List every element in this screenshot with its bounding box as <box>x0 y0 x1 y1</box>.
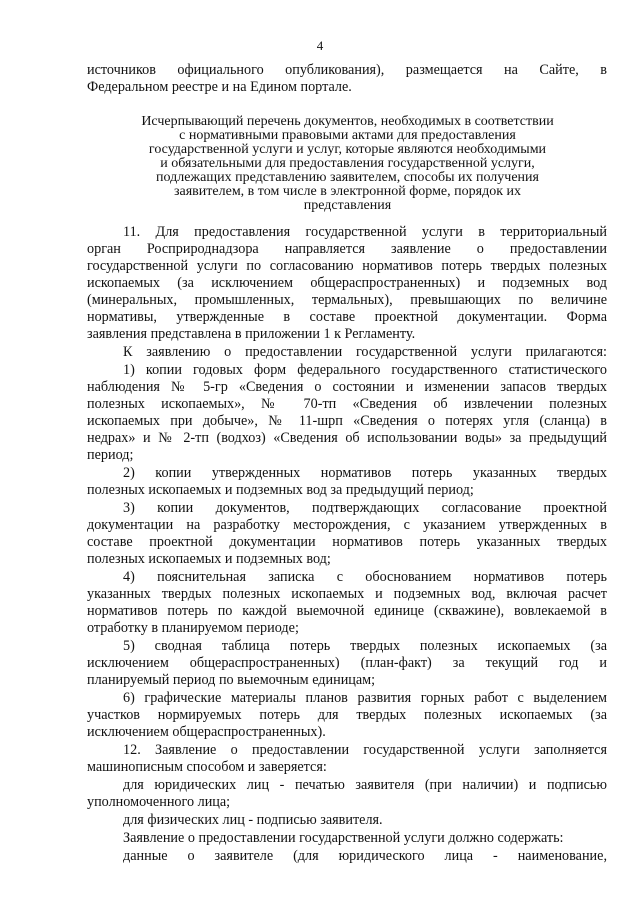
section-heading-line: и обязательными для предоставления государственной услуги, <box>160 156 535 171</box>
text-line: заявления представлена в приложении 1 к Регламенту. <box>87 326 416 342</box>
text-line: для физических лиц - подписью заявителя. <box>123 812 383 828</box>
text-line: 3) копии документов, подтверждающих согласование проектной <box>123 500 607 516</box>
text-line: для юридических лиц - печатью заявителя (при наличии) и подписью <box>123 777 607 793</box>
text-line: нормативы, утвержденные в составе проектной документации. Форма <box>87 309 607 325</box>
text-line: полезных ископаемых и подземных вод; <box>87 551 331 567</box>
page-number: 4 <box>316 38 324 53</box>
section-heading-line: с нормативными правовыми актами для предоставления <box>179 128 516 143</box>
text-line: данные о заявителе (для юридического лица - наименование, <box>123 848 607 864</box>
text-line: ископаемых (за исключением общераспространенных) и подземных вод <box>87 275 607 291</box>
section-heading-line: Исчерпывающий перечень документов, необходимых в соответствии <box>141 114 554 129</box>
text-line: указанных твердых полезных ископаемых и подземных вод, включая расчет <box>87 586 607 602</box>
text-line: 6) графические материалы планов развития горных работ с выделением <box>123 690 607 706</box>
text-line: 1) копии годовых форм федерального государственного статистического <box>123 362 607 378</box>
text-line: источников официального опубликования), размещается на Сайте, в <box>87 62 607 78</box>
text-line: Заявление о предоставлении государственной услуги должно содержать: <box>123 830 564 846</box>
text-line: планируемый период по выемочным единицам; <box>87 672 376 688</box>
text-line: нормативов потерь по каждой выемочной единице (скважине), вовлекаемой в <box>87 603 607 619</box>
text-line: исключением общераспространенных) (план-факт) за текущий год и <box>87 655 607 671</box>
text-line: (минеральных, промышленных, термальных), превышающих по величине <box>87 292 607 308</box>
section-heading-line: заявителем, в том числе в электронной форме, порядок их <box>174 184 521 199</box>
section-heading-line: представления <box>303 198 392 213</box>
text-line: 11. Для предоставления государственной услуги в территориальный <box>123 224 607 240</box>
text-line: уполномоченного лица; <box>87 794 231 810</box>
text-line: наблюдения № 5-гр «Сведения о состоянии и изменении запасов твердых <box>87 379 607 395</box>
text-line: 12. Заявление о предоставлении государственной услуги заполняется <box>123 742 607 758</box>
section-heading-line: подлежащих представлению заявителем, способы их получения <box>156 170 539 185</box>
text-line: период; <box>87 447 134 463</box>
text-line: недрах» и № 2-тп (водхоз) «Сведения об использовании воды» за предыдущий <box>87 430 607 446</box>
text-line: орган Росприроднадзора направляется заявление о предоставлении <box>87 241 607 257</box>
section-heading-line: государственной услуги и услуг, которые являются необходимыми <box>148 142 547 157</box>
text-line: составе проектной документации нормативов потерь указанных твердых <box>87 534 607 550</box>
text-line: К заявлению о предоставлении государственной услуги прилагаются: <box>123 344 607 360</box>
text-line: машинописным способом и заверяется: <box>87 759 327 775</box>
text-line: полезных ископаемых», № 70-тп «Сведения об извлечении полезных <box>87 396 607 412</box>
text-line: 4) пояснительная записка с обоснованием нормативов потерь <box>123 569 607 585</box>
text-line: государственной услуги по согласованию нормативов потерь твердых полезных <box>87 258 607 274</box>
text-line: полезных ископаемых и подземных вод за предыдущий период; <box>87 482 474 498</box>
text-line: 2) копии утвержденных нормативов потерь указанных твердых <box>123 465 607 481</box>
text-line: исключением общераспространенных). <box>87 724 326 740</box>
text-line: ископаемых при добыче», № 11-шрп «Сведения о потерях угля (сланца) в <box>87 413 607 429</box>
text-line: 5) сводная таблица потерь твердых полезных ископаемых (за <box>123 638 607 654</box>
text-line: участков нормируемых потерь для твердых полезных ископаемых (за <box>87 707 607 723</box>
text-line: отработку в планируемом периоде; <box>87 620 299 636</box>
text-line: документации на разработку месторождения, с указанием утвержденных в <box>87 517 607 533</box>
text-line: Федеральном реестре и на Едином портале. <box>87 79 352 95</box>
